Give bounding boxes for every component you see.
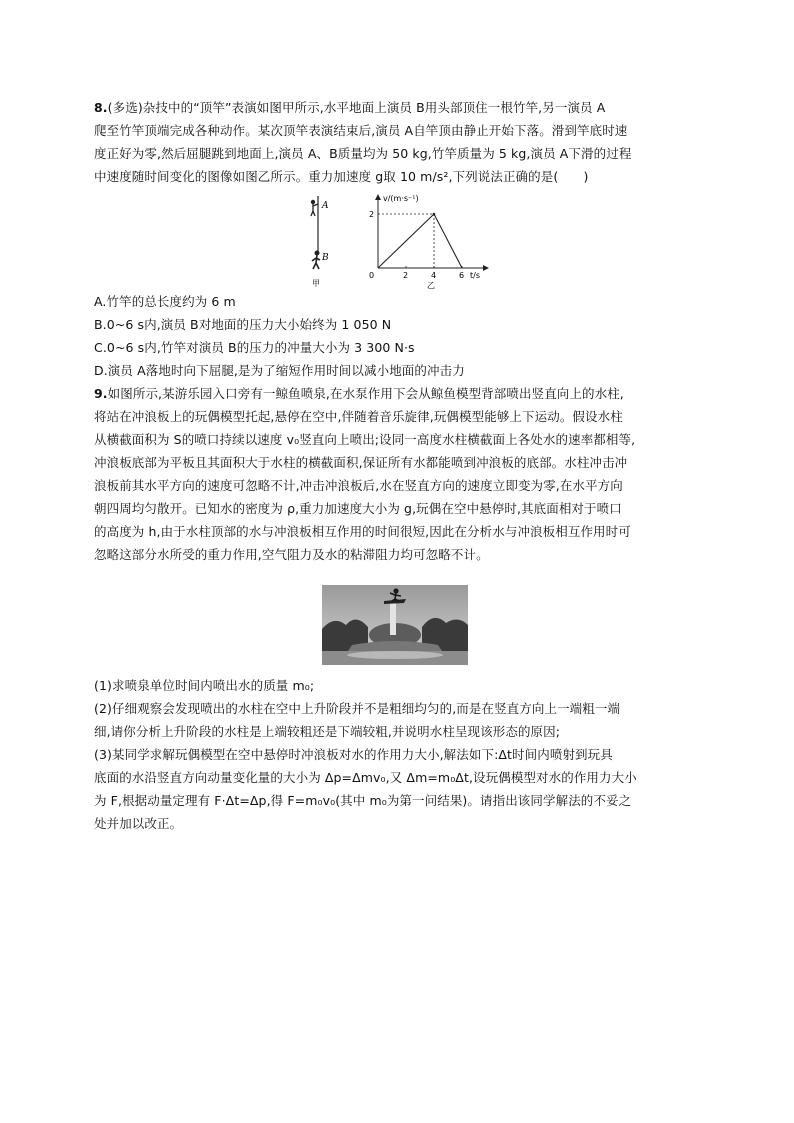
performer-b-label: B bbox=[322, 253, 329, 263]
chart-marks bbox=[369, 210, 464, 280]
y-tick-label: 2 bbox=[369, 210, 375, 219]
q8-option-b: B.0~6 s内,演员 B对地面的压力大小始终为 1 050 N bbox=[94, 317, 392, 332]
q8-number: 8. bbox=[94, 100, 108, 115]
q9-sub-3-line-3: 为 F,根据动量定理有 F·Δt=Δp,得 F=m₀v₀(其中 m₀为第一问结果)。请指出该同学解法的不妥之 bbox=[94, 793, 632, 808]
q9-line-3: 从横截面积为 S的喷口持续以速度 v₀竖直向上喷出;设同一高度水柱横截面上各处水的速率都相等, bbox=[94, 432, 636, 447]
x-tick-label: 4 bbox=[431, 271, 437, 280]
q8-option-d: D.演员 A落地时向下屈腿,是为了缩短作用时间以减小地面的冲击力 bbox=[94, 363, 465, 378]
q9-sub-1: (1)求喷泉单位时间内喷出水的质量 m₀; bbox=[94, 678, 315, 693]
x-tick-label: 6 bbox=[459, 271, 465, 280]
q8-line-3: 度正好为零,然后屈腿跳到地面上,演员 A、B质量均为 50 kg,竹竿质量为 5 kg,演员 A下滑的过程 bbox=[94, 146, 632, 161]
x-axis-arrow-icon bbox=[483, 265, 489, 271]
q9-line-7: 的高度为 h,由于水柱顶部的水与冲浪板相互作用的时间很短,因此在分析水与冲浪板相互作用时可 bbox=[94, 524, 631, 539]
data-point-peak bbox=[433, 213, 436, 216]
q9-sub-3-line-1: (3)某同学求解玩偶模型在空中悬停时冲浪板对水的作用力大小,解法如下:Δt时间内喷射到玩具 bbox=[94, 747, 613, 762]
pole-figure bbox=[311, 196, 329, 288]
vt-chart bbox=[369, 194, 489, 290]
performer-a-icon bbox=[311, 200, 318, 216]
x-axis-label: t/s bbox=[470, 271, 480, 280]
q9-line-2: 将站在冲浪板上的玩偶模型托起,悬停在空中,伴随着音乐旋律,玩偶模型能够上下运动。假设水柱 bbox=[94, 409, 623, 424]
fountain-photo bbox=[322, 585, 468, 665]
y-axis-arrow-icon bbox=[375, 194, 381, 200]
q9-sub-3-line-4: 处并加以改正。 bbox=[94, 816, 183, 831]
q8-figure bbox=[300, 192, 500, 292]
figure-label-jia: 甲 bbox=[312, 279, 320, 288]
q9-sub-2-line-1: (2)仔细观察会发现喷出的水柱在空中上升阶段并不是粗细均匀的,而是在竖直方向上一端粗一端 bbox=[94, 701, 621, 716]
q9-sub-2-line-2: 细,请你分析上升阶段的水柱是上端较粗还是下端较粗,并说明水柱呈现该形态的原因; bbox=[94, 724, 561, 739]
x-tick-label: 0 bbox=[369, 271, 375, 280]
performer-b-icon bbox=[312, 251, 320, 270]
q9-number: 9. bbox=[94, 386, 108, 401]
x-tick-label: 2 bbox=[403, 271, 409, 280]
performer-a-label: A bbox=[322, 201, 329, 211]
q9-line-1: 9.如图所示,某游乐园入口旁有一鲸鱼喷泉,在水泵作用下会从鲸鱼模型背部喷出竖直向上的水柱, bbox=[94, 386, 624, 401]
q8-option-a: A.竹竿的总长度约为 6 m bbox=[94, 294, 236, 309]
q9-line-6: 朝四周均匀散开。已知水的密度为 ρ,重力加速度大小为 g,玩偶在空中悬停时,其底面相对于喷口 bbox=[94, 501, 622, 516]
water-column bbox=[390, 603, 396, 635]
q9-line-5: 浪板前其水平方向的速度可忽略不计,冲击冲浪板后,水在竖直方向的速度立即变为零,在水平方向 bbox=[94, 478, 623, 493]
q9-line-8: 忽略这部分水所受的重力作用,空气阻力及水的粘滞阻力均可忽略不计。 bbox=[94, 547, 489, 562]
y-axis-label: v/(m·s⁻¹) bbox=[383, 194, 419, 203]
q8-option-c: C.0~6 s内,竹竿对演员 B的压力的冲量大小为 3 300 N·s bbox=[94, 340, 415, 355]
q8-line-4: 中速度随时间变化的图像如图乙所示。重力加速度 g取 10 m/s²,下列说法正确的是( ) bbox=[94, 169, 589, 184]
q8-line-1: 8.(多选)杂技中的“顶竿”表演如图甲所示,水平地面上演员 B用头部顶住一根竹竿,另一演员 A bbox=[94, 100, 606, 115]
figure-label-yi: 乙 bbox=[427, 281, 435, 290]
q9-sub-3-line-2: 底面的水沿竖直方向动量变化量的大小为 Δp=Δmv₀,又 Δm=m₀Δt,设玩偶模型对水的作用力大小 bbox=[94, 770, 637, 785]
q8-line-2: 爬至竹竿顶端完成各种动作。某次顶竿表演结束后,演员 A自竿顶由静止开始下落。滑到竿底时速 bbox=[94, 123, 628, 138]
velocity-series-line bbox=[378, 214, 462, 268]
q9-line-4: 冲浪板底部为平板且其面积大于水柱的横截面积,保证所有水都能喷到冲浪板的底部。水柱冲击冲 bbox=[94, 455, 628, 470]
